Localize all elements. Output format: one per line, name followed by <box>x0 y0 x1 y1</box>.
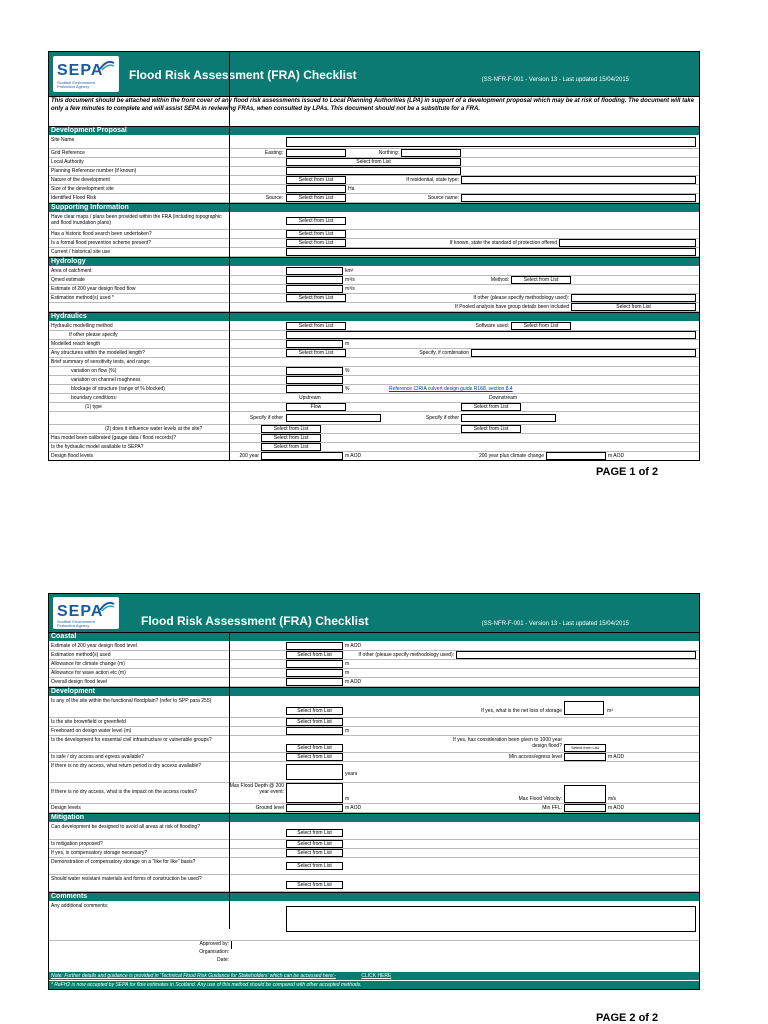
local-authority-select[interactable]: Select from List <box>286 158 461 166</box>
click-here-link[interactable]: CLICK HERE <box>361 973 392 979</box>
compensatory-select[interactable]: Select from List <box>286 849 343 857</box>
coastal-method-select[interactable]: Select from List <box>286 651 343 659</box>
coastal-level-field[interactable] <box>286 642 343 650</box>
page-1-number: PAGE 1 of 2 <box>596 466 659 478</box>
section-hydrology: Hydrology <box>49 257 699 267</box>
site-size-field[interactable] <box>286 185 346 193</box>
downstream-other-field[interactable] <box>461 414 556 422</box>
var-flow-field[interactable] <box>286 367 343 375</box>
upstream-influence-select[interactable]: Select from List <box>261 425 321 433</box>
estimation-method-select[interactable]: Select from List <box>286 294 346 302</box>
mitigation-select[interactable]: Select from List <box>286 840 343 848</box>
sepa-wave-icon <box>99 59 115 71</box>
form-title: Flood Risk Assessment (FRA) Checklist <box>141 614 369 628</box>
safe-access-select[interactable]: Select from List <box>286 753 343 761</box>
combination-field[interactable] <box>471 349 696 357</box>
form-title: Flood Risk Assessment (FRA) Checklist <box>129 68 357 82</box>
upstream-type-select[interactable]: Flow <box>286 403 346 411</box>
source-name-field[interactable] <box>461 194 696 202</box>
upstream-other-field[interactable] <box>286 414 381 422</box>
freeboard-field[interactable] <box>286 727 343 735</box>
intro-text: This document should be attached within the front cover of any flood risk assessments issued to Local Planning Authorities (LPA) in support of a development proposal which may be at risk of flooding. The document will take only a few minutes to complete and will assist SEPA in reviewing FRAs, when consulted by LPAs. This document should not be a substitute for a FRA. <box>49 96 699 126</box>
model-available-select[interactable]: Select from List <box>261 443 321 451</box>
planning-ref-field[interactable] <box>286 167 461 175</box>
version-text: (SS-NFR-F-001 - Version 13 - Last updated 15/04/2015 <box>481 77 629 83</box>
brownfield-select[interactable]: Select from List <box>286 718 343 726</box>
reach-length-field[interactable] <box>286 340 343 348</box>
page-2-sheet: SEPA Scottish Environment Protection Agency Flood Risk Assessment (FRA) Checklist (SS-NFR-F-001 - Version 13 - Last updated 15/04/2015 Coastal Estimate of 200 year design flood level m AOD Estimation method(s) used Select from List If other (please specify methodology used): Allowance for climate change (m) m Allowance for wave action etc (m) m Overall design flood level m AOD Development Is any of the site within the functional floodplain? (refer to SPP para 255) Select from List If yes, what is the net loss of storage m³ Is the site brownfield or greenfield Select from List Freeboard on design water level (m) m Is the development for essential civil infrastructure or vulnerable groups? Select from List If yes, has consideration been given to 1000 year design flood? Select from List Is safe / dry access and egress available? Select from List Min access/egress level m AOD If there is no dry access, what return period is dry access available? years If there is no dry access, what is the impact on the access routes? Max Flood Depth @ 200 year event: m Max Flood Velocity: m/s Design levels Ground level m AOD Min FFL: m AOD Mitigation Can development be designed to avoid all areas at risk of flooding? Select from List Is mitigation proposed? Select from List If yes, is compensatory storage necessary? Select from List Demonstration of compensatory storage on a "like for like" basis? Select from List Should water resistant materials and forms of construction be used? Select from List Comments Any additional comments: Approved by: Organisation: Date: Note: Further details and guidance is provided in 'Technical Flood Risk Guidance for Stakeholders' which can be accessed here:- CLICK HERE * ReFH2 is now accepted by SEPA for flow estimates in Scotland. Any use of this method should be compared with other accepted methods. <box>48 593 700 990</box>
sepa-logo: SEPA Scottish Environment Protection Agency <box>53 597 119 629</box>
software-select[interactable]: Select from List <box>511 322 571 330</box>
formal-scheme-select[interactable]: Select from List <box>286 239 346 247</box>
section-supporting-information: Supporting Information <box>49 203 699 213</box>
model-method-select[interactable]: Select from List <box>286 322 346 330</box>
other-method-field[interactable] <box>571 294 696 302</box>
site-use-field[interactable] <box>286 248 696 256</box>
comments-field[interactable] <box>286 906 696 932</box>
structures-select[interactable]: Select from List <box>286 349 346 357</box>
maps-select[interactable]: Select from List <box>286 217 346 225</box>
qmed-field[interactable] <box>286 276 343 284</box>
overall-level-field[interactable] <box>286 678 343 686</box>
level-200cc-field[interactable] <box>546 452 606 460</box>
ground-level-field[interactable] <box>286 804 343 812</box>
var-rough-field[interactable] <box>286 376 343 384</box>
wave-allowance-field[interactable] <box>286 669 343 677</box>
ciria-link[interactable]: Reference CIRIA culvert design guide R168, section 8.4 <box>389 386 513 392</box>
other-model-field[interactable] <box>286 331 696 339</box>
flow-200-field[interactable] <box>286 285 343 293</box>
page-2-header <box>49 594 699 632</box>
downstream-type-select[interactable]: Select from List <box>461 403 521 411</box>
residential-type-field[interactable] <box>461 176 696 184</box>
sepa-logo: SEPA Scottish Environment Protection Agency <box>53 56 119 92</box>
page-1-header <box>49 52 699 96</box>
catchment-area-field[interactable] <box>286 267 343 275</box>
sepa-wave-icon <box>99 600 115 612</box>
blockage-field[interactable] <box>286 385 343 393</box>
section-coastal: Coastal <box>49 632 699 642</box>
section-hydraulics: Hydraulics <box>49 312 699 322</box>
section-comments: Comments <box>49 892 699 902</box>
source-select[interactable]: Select from List <box>286 194 346 202</box>
version-text: (SS-NFR-F-001 - Version 13 - Last updated 15/04/2015 <box>481 621 629 627</box>
section-development: Development <box>49 687 699 697</box>
avoid-select[interactable]: Select from List <box>286 829 343 837</box>
return-period-field[interactable] <box>286 764 343 780</box>
floodplain-select[interactable]: Select from List <box>286 707 343 715</box>
protection-standard-field[interactable] <box>559 239 696 247</box>
northing-field[interactable] <box>401 149 461 157</box>
consideration-select[interactable]: Select from List <box>564 744 606 752</box>
resilient-select[interactable]: Select from List <box>286 881 343 889</box>
essential-select[interactable]: Select from List <box>286 744 343 752</box>
approved-by-field[interactable] <box>231 941 696 949</box>
calibrated-select[interactable]: Select from List <box>261 434 321 442</box>
easting-field[interactable] <box>286 149 346 157</box>
net-loss-field[interactable] <box>564 701 604 715</box>
section-development-proposal: Development Proposal <box>49 126 699 136</box>
nature-select[interactable]: Select from List <box>286 176 346 184</box>
page-2-number: PAGE 2 of 2 <box>596 1012 659 1024</box>
max-velocity-field[interactable] <box>564 785 606 803</box>
max-depth-field[interactable] <box>286 783 343 803</box>
section-mitigation: Mitigation <box>49 813 699 823</box>
downstream-influence-select[interactable]: Select from List <box>461 425 521 433</box>
climate-allowance-field[interactable] <box>286 660 343 668</box>
pooled-select[interactable]: Select from List <box>571 303 696 311</box>
historic-select[interactable]: Select from List <box>286 230 346 238</box>
min-access-field[interactable] <box>564 753 606 761</box>
qmed-method-select[interactable]: Select from List <box>511 276 571 284</box>
min-ffl-field[interactable] <box>564 804 606 812</box>
like-for-like-select[interactable]: Select from List <box>286 862 343 870</box>
level-200-field[interactable] <box>261 452 343 460</box>
coastal-other-field[interactable] <box>456 651 696 659</box>
site-name-field[interactable] <box>286 137 696 147</box>
page-1-sheet: SEPA Scottish Environment Protection Agency Flood Risk Assessment (FRA) Checklist (SS-NFR-F-001 - Version 13 - Last updated 15/04/2015 This document should be attached within the front cover of any flood risk assessments issued to Local Planning Authorities (LPA) in support of a development proposal which may be at risk of flooding. The document will take only a few minutes to complete and will assist SEPA in reviewing FRAs, when consulted by LPAs. This document should not be a substitute for a FRA. Development Proposal Site Name Grid Reference Easting: Northing: Local Authority Select from List Planning Reference number (if known) Nature of the development Select from List If residential, state type: Size of the development site Ha Identified Flood Risk Source: Select from List Source name: Supporting Information Have clear maps / plans been provided within the FRA (including topographic and flood inundation plans) Select from List Has a historic flood search been undertaken? Select from List Is a formal flood prevention scheme present? Select from List If known, state the standard of protection offered Current / historical site use Hydrology Area of catchment km² Qmed estimate m³/s Method: Select from List Estimate of 200 year design flood flow m³/s Estimation method(s) used * Select from List If other (please specify methodology used): If Pooled analysis have group details been included Select from List Hydraulics Hydraulic modelling method Select from List Software used: Select from List If other please specify Modelled reach length m Any structures within the modelled length? Select from List Specify, if combination Brief summary of sensitivity tests, and range: variation on flow (%) % variation on channel roughness blockage of structure (range of % blocked) % Reference CIRIA culvert design guide R168, section 8.4 boundary conditions: Upstream Downstream (1) type Flow Select from List Specify if other Specify if other (2) does it influence water levels at the site? Select from List Select from List Has model been calibrated (gauge data / flood records)? Select from List Is the hydraulic model available to SEPA? Select from List Design flood levels 200 year m AOD 200 year plus climate change m AOD <box>48 51 700 461</box>
